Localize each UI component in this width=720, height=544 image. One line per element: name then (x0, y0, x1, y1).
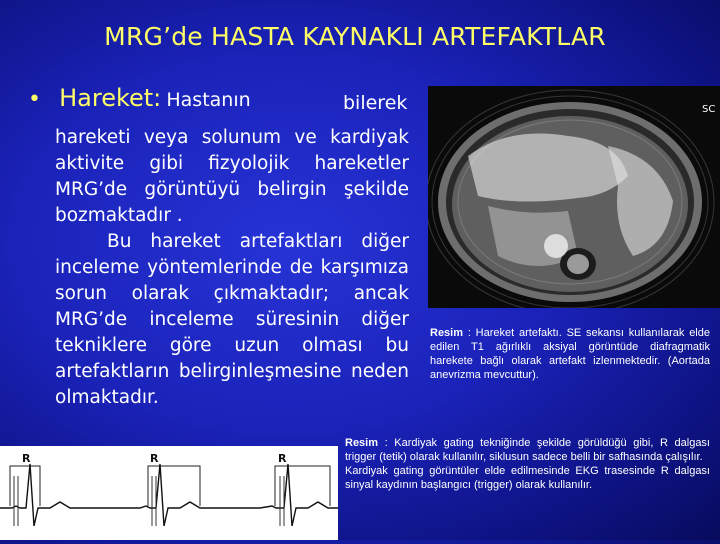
bullet-line (28, 84, 251, 112)
ecg-trace (0, 446, 338, 540)
caption-2-text: : Kardiyak gating tekniğinde şekilde görüldüğü gibi, R dalgası trigger (tetik) olarak kullanılır, siklusun sadece belli bir safhasında çalışılır. (345, 437, 710, 463)
bullet-icon: • (28, 87, 41, 112)
bullet-lead: Hastanın (166, 89, 251, 111)
caption-2-label: Resim (345, 437, 379, 449)
caption-1-label: Resim (430, 327, 464, 339)
slide-title: MRG’de HASTA KAYNAKLI ARTEFAKTLAR (104, 22, 606, 51)
ecg-r-label-2: R (150, 452, 159, 465)
ecg-trace-figure (0, 446, 338, 540)
caption-1 (430, 326, 710, 382)
paragraph-1: hareketi veya solunum ve kardiyak aktivite gibi fizyolojik hareketler MRG’de görüntüyü belirgin şekilde bozmaktadır . (55, 127, 409, 226)
caption-2 (345, 436, 710, 492)
body-text (55, 125, 409, 411)
caption-2-text-2: Kardiyak gating görüntüler elde edilmesinde EKG trasesinde R dalgası sinyal kaydının başlangıcı (trigger) olarak kullanılır. (345, 465, 710, 491)
caption-1-text: : Hareket artefaktı. SE sekansı kullanılarak elde edilen T1 ağırlıklı aksiyal görüntüde diafragmatik harekete bağlı olarak artefakt izlenmektedir. (Aortada anevrizma mevcuttur). (430, 327, 710, 381)
mri-image (428, 86, 720, 308)
paragraph-2: Bu hareket artefaktları diğer inceleme yöntemlerinde de karşımıza sorun olarak çıkmaktadır; ancak MRG’de inceleme süresinin diğer tekniklere göre uzun olması bu artefaktların belirginleşmesine neden olmaktadır. (55, 231, 409, 408)
ecg-r-label-1: R (22, 452, 31, 465)
ecg-r-label-3: R (278, 452, 287, 465)
bullet-lead-end: bilerek (343, 92, 408, 114)
mri-corner-text: SC (702, 104, 716, 115)
bullet-heading: Hareket: (59, 84, 162, 112)
mri-axial-scan (428, 86, 720, 308)
